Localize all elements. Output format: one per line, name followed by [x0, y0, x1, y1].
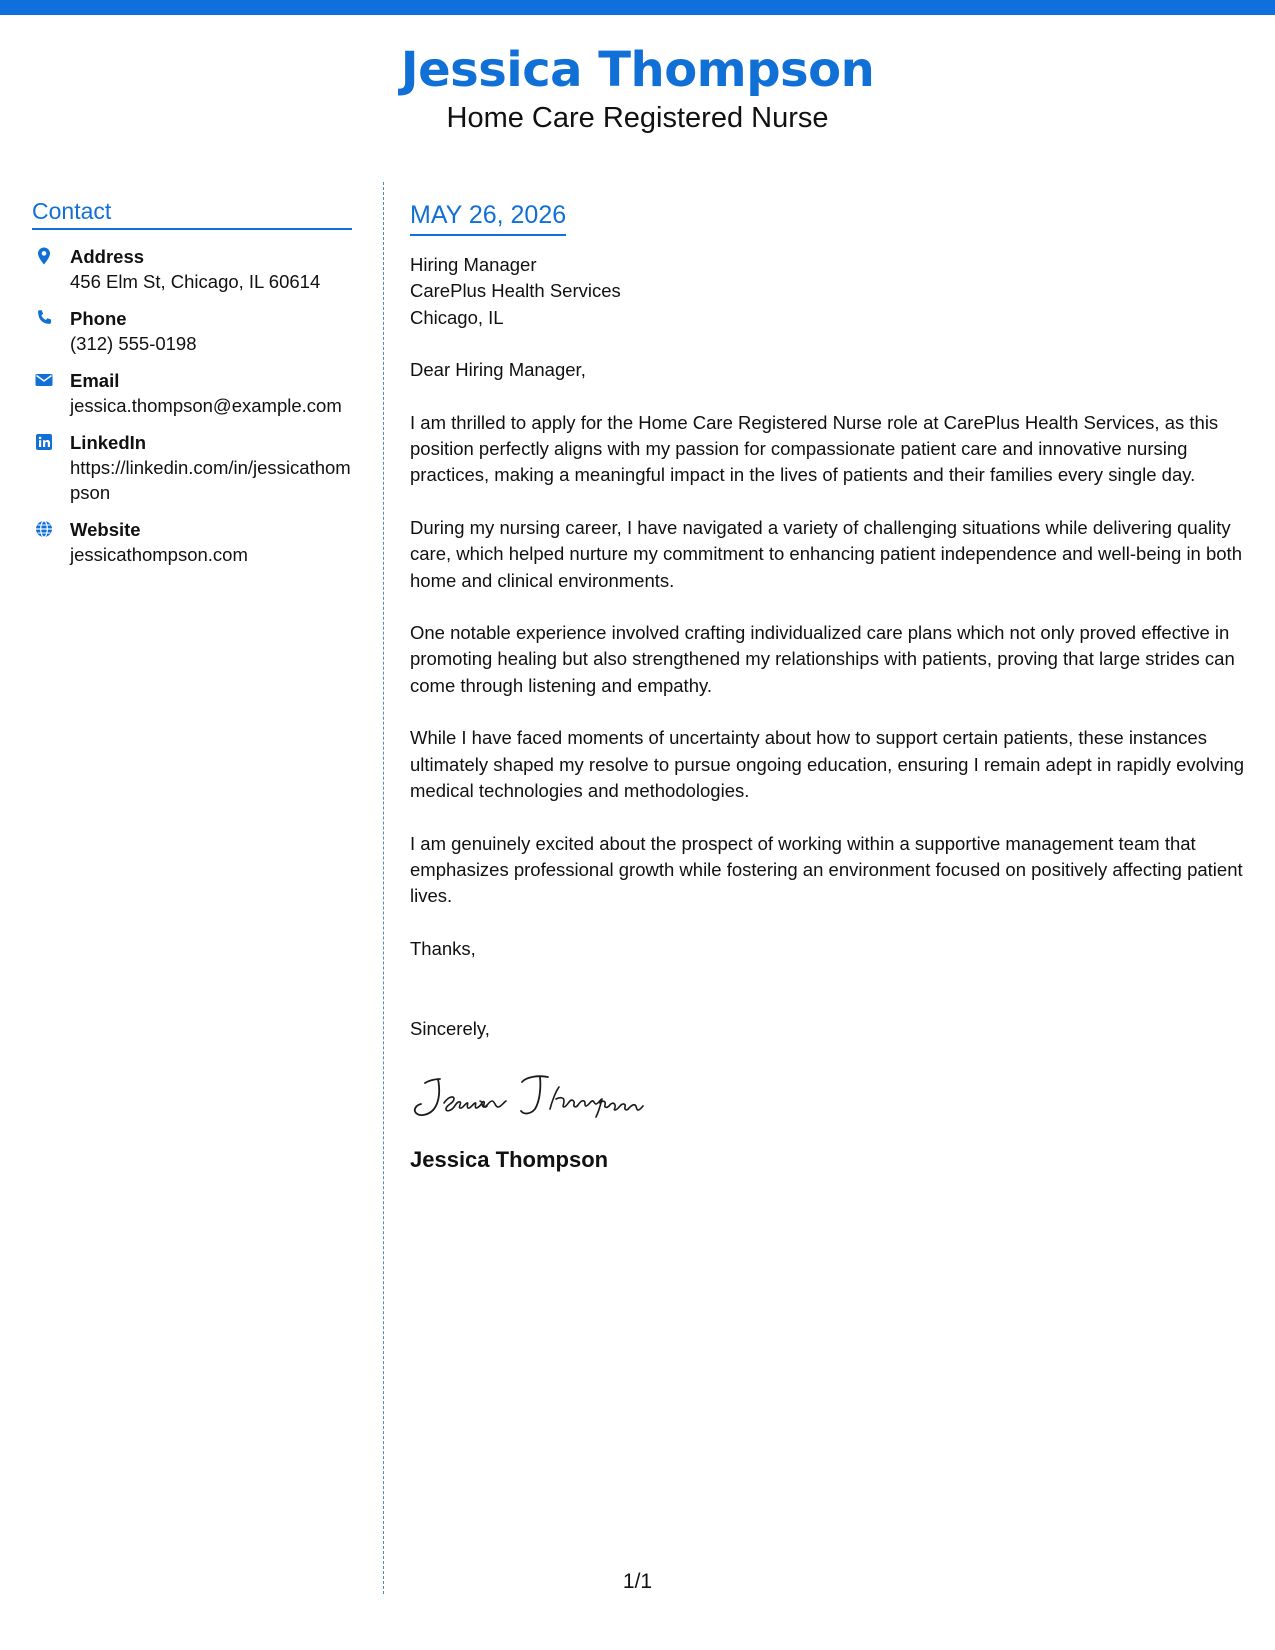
contact-linkedin-value[interactable]: https://linkedin.com/in/jessicathompson: [70, 457, 351, 503]
email-icon: [34, 370, 54, 390]
phone-icon: [34, 308, 54, 328]
closing-line: Sincerely,: [410, 1018, 490, 1040]
contact-website-value[interactable]: jessicathompson.com: [70, 544, 248, 565]
contact-heading: Contact: [32, 196, 352, 230]
letter-date: MAY 26, 2026: [410, 198, 566, 236]
contact-address-value: 456 Elm St, Chicago, IL 60614: [70, 271, 321, 292]
contact-phone-label: Phone: [70, 308, 127, 329]
contact-email: [32, 368, 352, 418]
contact-website-label: Website: [70, 519, 141, 540]
contact-website: [32, 517, 352, 567]
header: [0, 40, 1275, 136]
contact-phone-value: (312) 555-0198: [70, 333, 197, 354]
recipient-line: Hiring Manager: [410, 254, 537, 275]
location-pin-icon: [34, 246, 54, 266]
contact-linkedin: [32, 430, 352, 505]
paragraph: One notable experience involved crafting individualized care plans which not only proved effective in promoting healing but also strengthened my relationships with patients, proving that large strides can come through listening and empathy.: [410, 622, 1235, 696]
page-number: 1/1: [622, 1570, 653, 1593]
contact-address: [32, 244, 352, 294]
job-title: Home Care Registered Nurse: [446, 102, 829, 134]
handwritten-signature: [410, 1065, 1246, 1127]
recipient-line: CarePlus Health Services: [410, 280, 621, 302]
contact-sidebar: [32, 196, 352, 567]
paragraph: While I have faced moments of uncertainty about how to support certain patients, these instances ultimately shaped my resolve to pursue ongoing education, ensuring I remain adept in rapidly evolving medical technologies and methodologies.: [410, 727, 1245, 802]
linkedin-icon: [34, 432, 54, 452]
contact-address-label: Address: [70, 246, 145, 267]
recipient-block: [410, 252, 1246, 331]
recipient-line: Chicago, IL: [410, 306, 504, 328]
applicant-name: Jessica Thompson: [400, 42, 875, 98]
paragraph: I am genuinely excited about the prospect of working within a supportive management team that emphasizes professional growth while fostering an environment focused on positively affecting patient lives.: [410, 832, 1243, 907]
paragraph: During my nursing career, I have navigated a variety of challenging situations while delivering quality care, which helped nurture my commitment to enhancing patient independence and well-being in both home and clinical environments.: [410, 516, 1242, 591]
paragraph: I am thrilled to apply for the Home Care Registered Nurse role at CarePlus Health Services, as this position perfectly aligns with my passion for compassionate patient care and innovative nursing practices, making a meaningful impact in the lives of patients and their families every single day.: [410, 411, 1219, 486]
contact-phone: [32, 306, 352, 356]
greeting: Dear Hiring Manager,: [410, 359, 586, 381]
top-accent-bar: [0, 0, 1275, 15]
letter-body: [410, 198, 1246, 1175]
contact-email-value: jessica.thompson@example.com: [70, 395, 342, 416]
globe-icon: [34, 519, 54, 539]
signed-name: Jessica Thompson: [410, 1146, 609, 1172]
contact-linkedin-label: LinkedIn: [70, 432, 147, 453]
column-divider: [383, 182, 384, 1594]
thanks-line: Thanks,: [410, 937, 476, 959]
contact-email-label: Email: [70, 370, 120, 391]
